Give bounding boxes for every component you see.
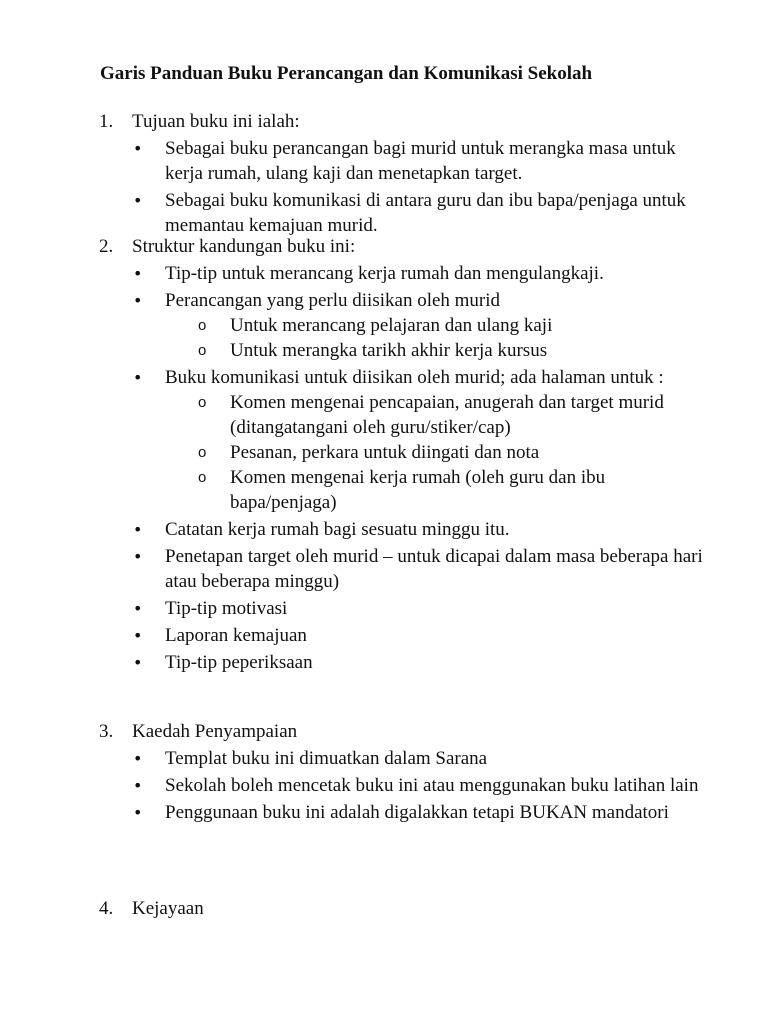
section-label: Struktur kandungan buku ini: (132, 236, 356, 257)
section-4 (0, 896, 768, 921)
bullet-item (0, 544, 705, 594)
bullet-item (0, 623, 705, 648)
section-number: 1. (99, 111, 114, 132)
section-label: Kejayaan (132, 898, 204, 919)
section-3 (0, 719, 768, 825)
section-label: Kaedah Penyampaian (132, 721, 298, 742)
bullet-item (0, 188, 705, 238)
bullet-text: • Perancangan yang perlu diisikan oleh murid (165, 290, 501, 311)
bullet-item (0, 365, 705, 390)
sub-item: o Untuk merangka tarikh akhir kerja kursus (0, 338, 680, 363)
section-heading (0, 719, 768, 744)
section-heading (0, 896, 768, 921)
sub-item: o Komen mengenai pencapaian, anugerah dan target murid (ditangatangani oleh guru/stiker/cap) (0, 390, 680, 440)
bullet-text: • Laporan kemajuan (165, 625, 307, 646)
bullet-text: • Penetapan target oleh murid – untuk dicapai dalam masa beberapa hari atau beberapa minggu) (165, 546, 703, 592)
section-heading (0, 109, 768, 134)
bullet-text: • Penggunaan buku ini adalah digalakkan tetapi BUKAN mandatori (165, 802, 669, 823)
bullet-text: • Templat buku ini dimuatkan dalam Sarana (165, 748, 488, 769)
bullet-item (0, 288, 705, 313)
section-number: 4. (99, 898, 114, 919)
section-number: 3. (99, 721, 114, 742)
bullet-item (0, 136, 705, 186)
section-heading (0, 234, 768, 259)
bullet-text: • Tip-tip peperiksaan (165, 652, 313, 673)
bullet-text: • Sekolah boleh mencetak buku ini atau menggunakan buku latihan lain (165, 775, 699, 796)
bullet-item (0, 773, 705, 798)
bullet-text: • Sebagai buku komunikasi di antara guru dan ibu bapa/penjaga untuk memantau kemajuan murid. (165, 190, 686, 236)
bullet-text: • Buku komunikasi untuk diisikan oleh murid; ada halaman untuk : (165, 367, 664, 388)
bullet-item (0, 517, 705, 542)
bullet-item (0, 746, 705, 771)
sub-item: o Untuk merancang pelajaran dan ulang kaji (0, 313, 680, 338)
bullet-item (0, 650, 705, 675)
bullet-item (0, 800, 705, 825)
bullet-text: • Catatan kerja rumah bagi sesuatu minggu itu. (165, 519, 510, 540)
section-label: Tujuan buku ini ialah: (132, 111, 300, 132)
bullet-item (0, 261, 705, 286)
bullet-text: • Tip-tip motivasi (165, 598, 288, 619)
section-number: 2. (99, 236, 114, 257)
bullet-item (0, 596, 705, 621)
section-2 (0, 234, 768, 675)
sub-item: o Komen mengenai kerja rumah (oleh guru dan ibu bapa/penjaga) (0, 465, 680, 515)
document-title: Garis Panduan Buku Perancangan dan Komunikasi Sekolah (100, 63, 593, 84)
section-1 (0, 109, 768, 238)
bullet-text: • Sebagai buku perancangan bagi murid untuk merangka masa untuk kerja rumah, ulang kaji dan menetapkan target. (165, 138, 676, 184)
bullet-text: • Tip-tip untuk merancang kerja rumah dan mengulangkaji. (165, 263, 604, 284)
sub-item: o Pesanan, perkara untuk diingati dan nota (0, 440, 680, 465)
